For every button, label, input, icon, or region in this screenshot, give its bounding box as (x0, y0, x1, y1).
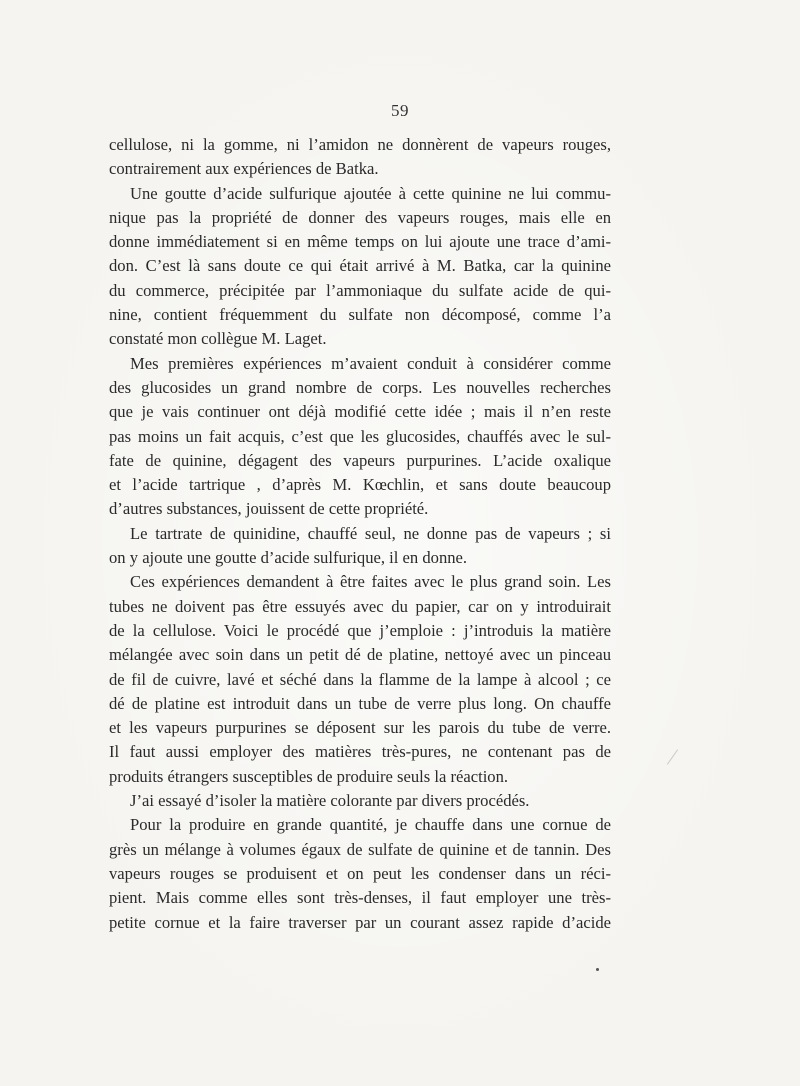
text-line: pas moins un fait acquis, c’est que les glucosides, chauffés avec le sul- (109, 426, 611, 446)
text-line: pient. Mais comme elles sont très-denses, il faut employer une très- (109, 888, 611, 908)
text-line: de la cellulose. Voici le procédé que j’emploie : j’introduis la matière (109, 620, 611, 640)
paper-mark (667, 749, 678, 764)
text-line: des glucosides un grand nombre de corps. Les nouvelles recherches (109, 377, 611, 397)
text-line: nique pas la propriété de donner des vapeurs rouges, mais elle en (109, 207, 611, 227)
text-line: petite cornue et la faire traverser par un courant assez rapide d’acide (109, 912, 611, 932)
text-line: Pour la produire en grande quantité, je chauffe dans une cornue de (130, 815, 611, 835)
text-line: vapeurs rouges se produisent et on peut les condenser dans un réci- (109, 863, 611, 883)
text-line: que je vais continuer ont déjà modifié cette idée ; mais il n’en reste (109, 402, 611, 422)
text-line: et les vapeurs purpurines se déposent sur les parois du tube de verre. (109, 718, 611, 738)
text-line: nine, contient fréquemment du sulfate non décomposé, comme l’a (109, 305, 611, 325)
text-line: dé de platine est introduit dans un tube de verre plus long. On chauffe (109, 693, 611, 713)
text-line: tubes ne doivent pas être essuyés avec du papier, car on y introduirait (109, 596, 611, 616)
printing-speck (596, 968, 599, 971)
text-line: Mes premières expériences m’avaient conduit à considérer comme (130, 353, 611, 373)
text-line: J’ai essayé d’isoler la matière colorante par divers procédés. (130, 791, 530, 811)
text-line: et l’acide tartrique , d’après M. Kœchlin, et sans doute beaucoup (109, 475, 611, 495)
text-line: mélangée avec soin dans un petit dé de platine, nettoyé avec un pinceau (109, 645, 611, 665)
text-line: Ces expériences demandent à être faites avec le plus grand soin. Les (130, 572, 611, 592)
text-line: donne immédiatement si en même temps on lui ajoute une trace d’ami- (109, 232, 611, 252)
text-line: d’autres substances, jouissent de cette propriété. (109, 499, 429, 519)
text-line: Il faut aussi employer des matières très-pures, ne contenant pas de (109, 742, 611, 762)
text-line: de fil de cuivre, lavé et séché dans la flamme de la lampe à alcool ; ce (109, 669, 611, 689)
body-text (109, 133, 611, 935)
text-line: grès un mélange à volumes égaux de sulfate de quinine et de tannin. Des (109, 839, 611, 859)
text-line: contrairement aux expériences de Batka. (109, 159, 379, 179)
text-line: Une goutte d’acide sulfurique ajoutée à cette quinine ne lui commu- (130, 183, 611, 203)
text-line: du commerce, précipitée par l’ammoniaque du sulfate acide de qui- (109, 280, 611, 300)
page-number: 59 (391, 101, 409, 120)
text-line: cellulose, ni la gomme, ni l’amidon ne donnèrent de vapeurs rouges, (109, 135, 611, 154)
text-line: don. C’est là sans doute ce qui était arrivé à M. Batka, car la quinine (109, 256, 611, 276)
text-line: constaté mon collègue M. Laget. (109, 329, 327, 349)
text-line: produits étrangers susceptibles de produire seuls la réaction. (109, 766, 509, 786)
text-line: fate de quinine, dégagent des vapeurs purpurines. L’acide oxalique (109, 450, 611, 470)
text-line: Le tartrate de quinidine, chauffé seul, ne donne pas de vapeurs ; si (130, 523, 611, 543)
text-line: on y ajoute une goutte d’acide sulfurique, il en donne. (109, 548, 468, 568)
